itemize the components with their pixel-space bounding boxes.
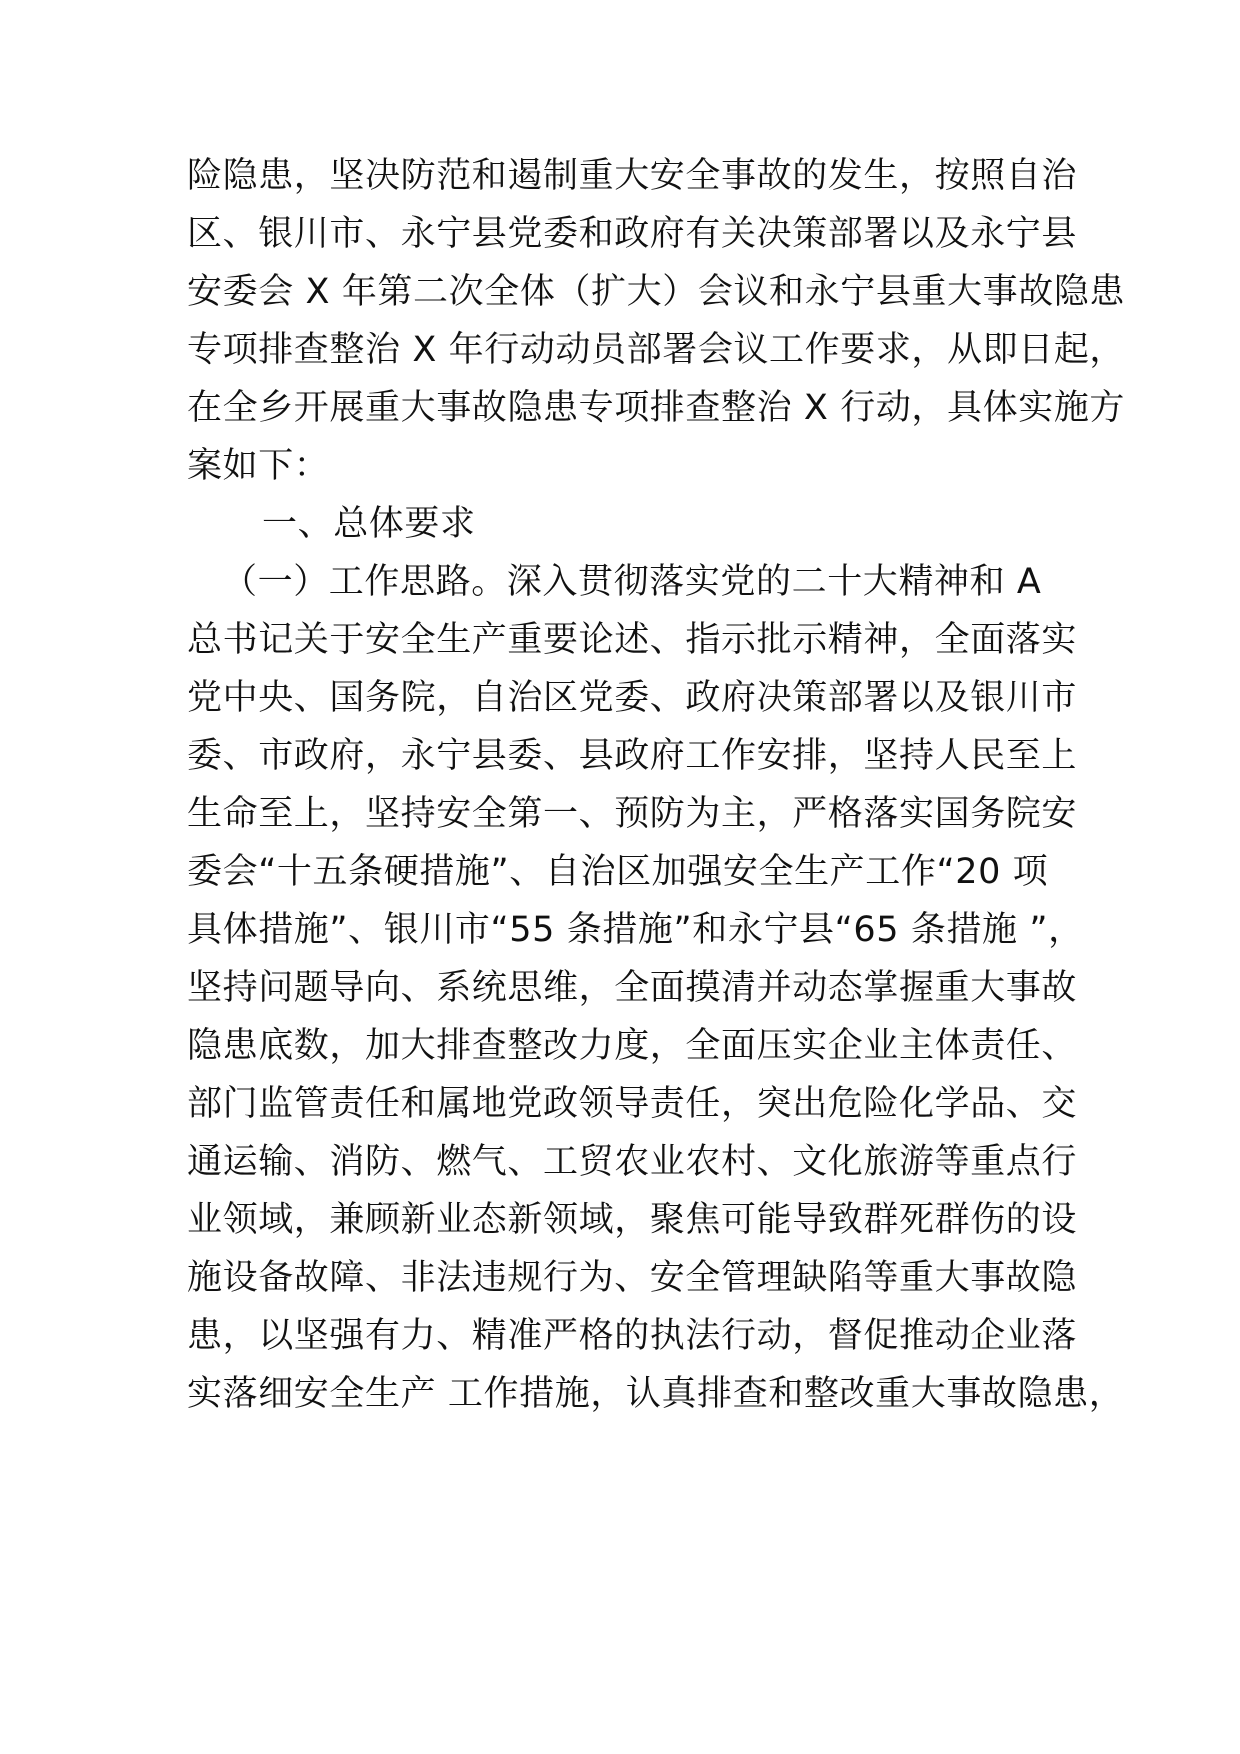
body-text-line: 党中央、国务院，自治区党委、政府决策部署以及银川市 [187,678,1078,718]
body-text-line: 区、银川市、永宁县党委和政府有关决策部署以及永宁县 [187,214,1078,254]
body-text-line: 委会“十五条硬措施”、自治区加强安全生产工作“20 项 [187,852,1049,892]
body-text-line: 专项排查整治 X 年行动动员部署会议工作要求，从即日起， [187,330,1126,370]
body-text-line: 案如下： [187,446,330,486]
body-text-line: 业领域，兼顾新业态新领域，聚焦可能导致群死群伤的设 [187,1200,1078,1240]
section-heading: 一、总体要求 [262,504,476,544]
body-text-line: 总书记关于安全生产重要论述、指示批示精神，全面落实 [187,620,1078,660]
body-text-line: 实落细安全生产 工作措施，认真排查和整改重大事故隐患， [187,1374,1125,1414]
body-text-line: 通运输、消防、燃气、工贸农业农村、文化旅游等重点行 [187,1142,1078,1182]
body-text-line: 隐患底数，加大排查整改力度，全面压实企业主体责任、 [187,1026,1078,1066]
body-text-line: 在全乡开展重大事故隐患专项排查整治 X 行动，具体实施方 [187,388,1126,428]
body-text-line: 安委会 X 年第二次全体（扩大）会议和永宁县重大事故隐患 [187,272,1126,312]
body-text-line: 具体措施”、银川市“55 条措施”和永宁县“65 条措施 ”， [187,910,1084,950]
paragraph-first-line: （一）工作思路。深入贯彻落实党的二十大精神和 A [222,562,1042,602]
body-text-line: 坚持问题导向、系统思维，全面摸清并动态掌握重大事故 [187,968,1078,1008]
body-text-line: 生命至上，坚持安全第一、预防为主，严格落实国务院安 [187,794,1078,834]
body-text-line: 患，以坚强有力、精准严格的执法行动，督促推动企业落 [187,1316,1078,1356]
body-text-line: 部门监管责任和属地党政领导责任，突出危险化学品、交 [187,1084,1078,1124]
body-text-line: 施设备故障、非法违规行为、安全管理缺陷等重大事故隐 [187,1258,1078,1298]
body-text-line: 险隐患，坚决防范和遏制重大安全事故的发生，按照自治 [187,156,1078,196]
body-text-line: 委、市政府，永宁县委、县政府工作安排，坚持人民至上 [187,736,1078,776]
